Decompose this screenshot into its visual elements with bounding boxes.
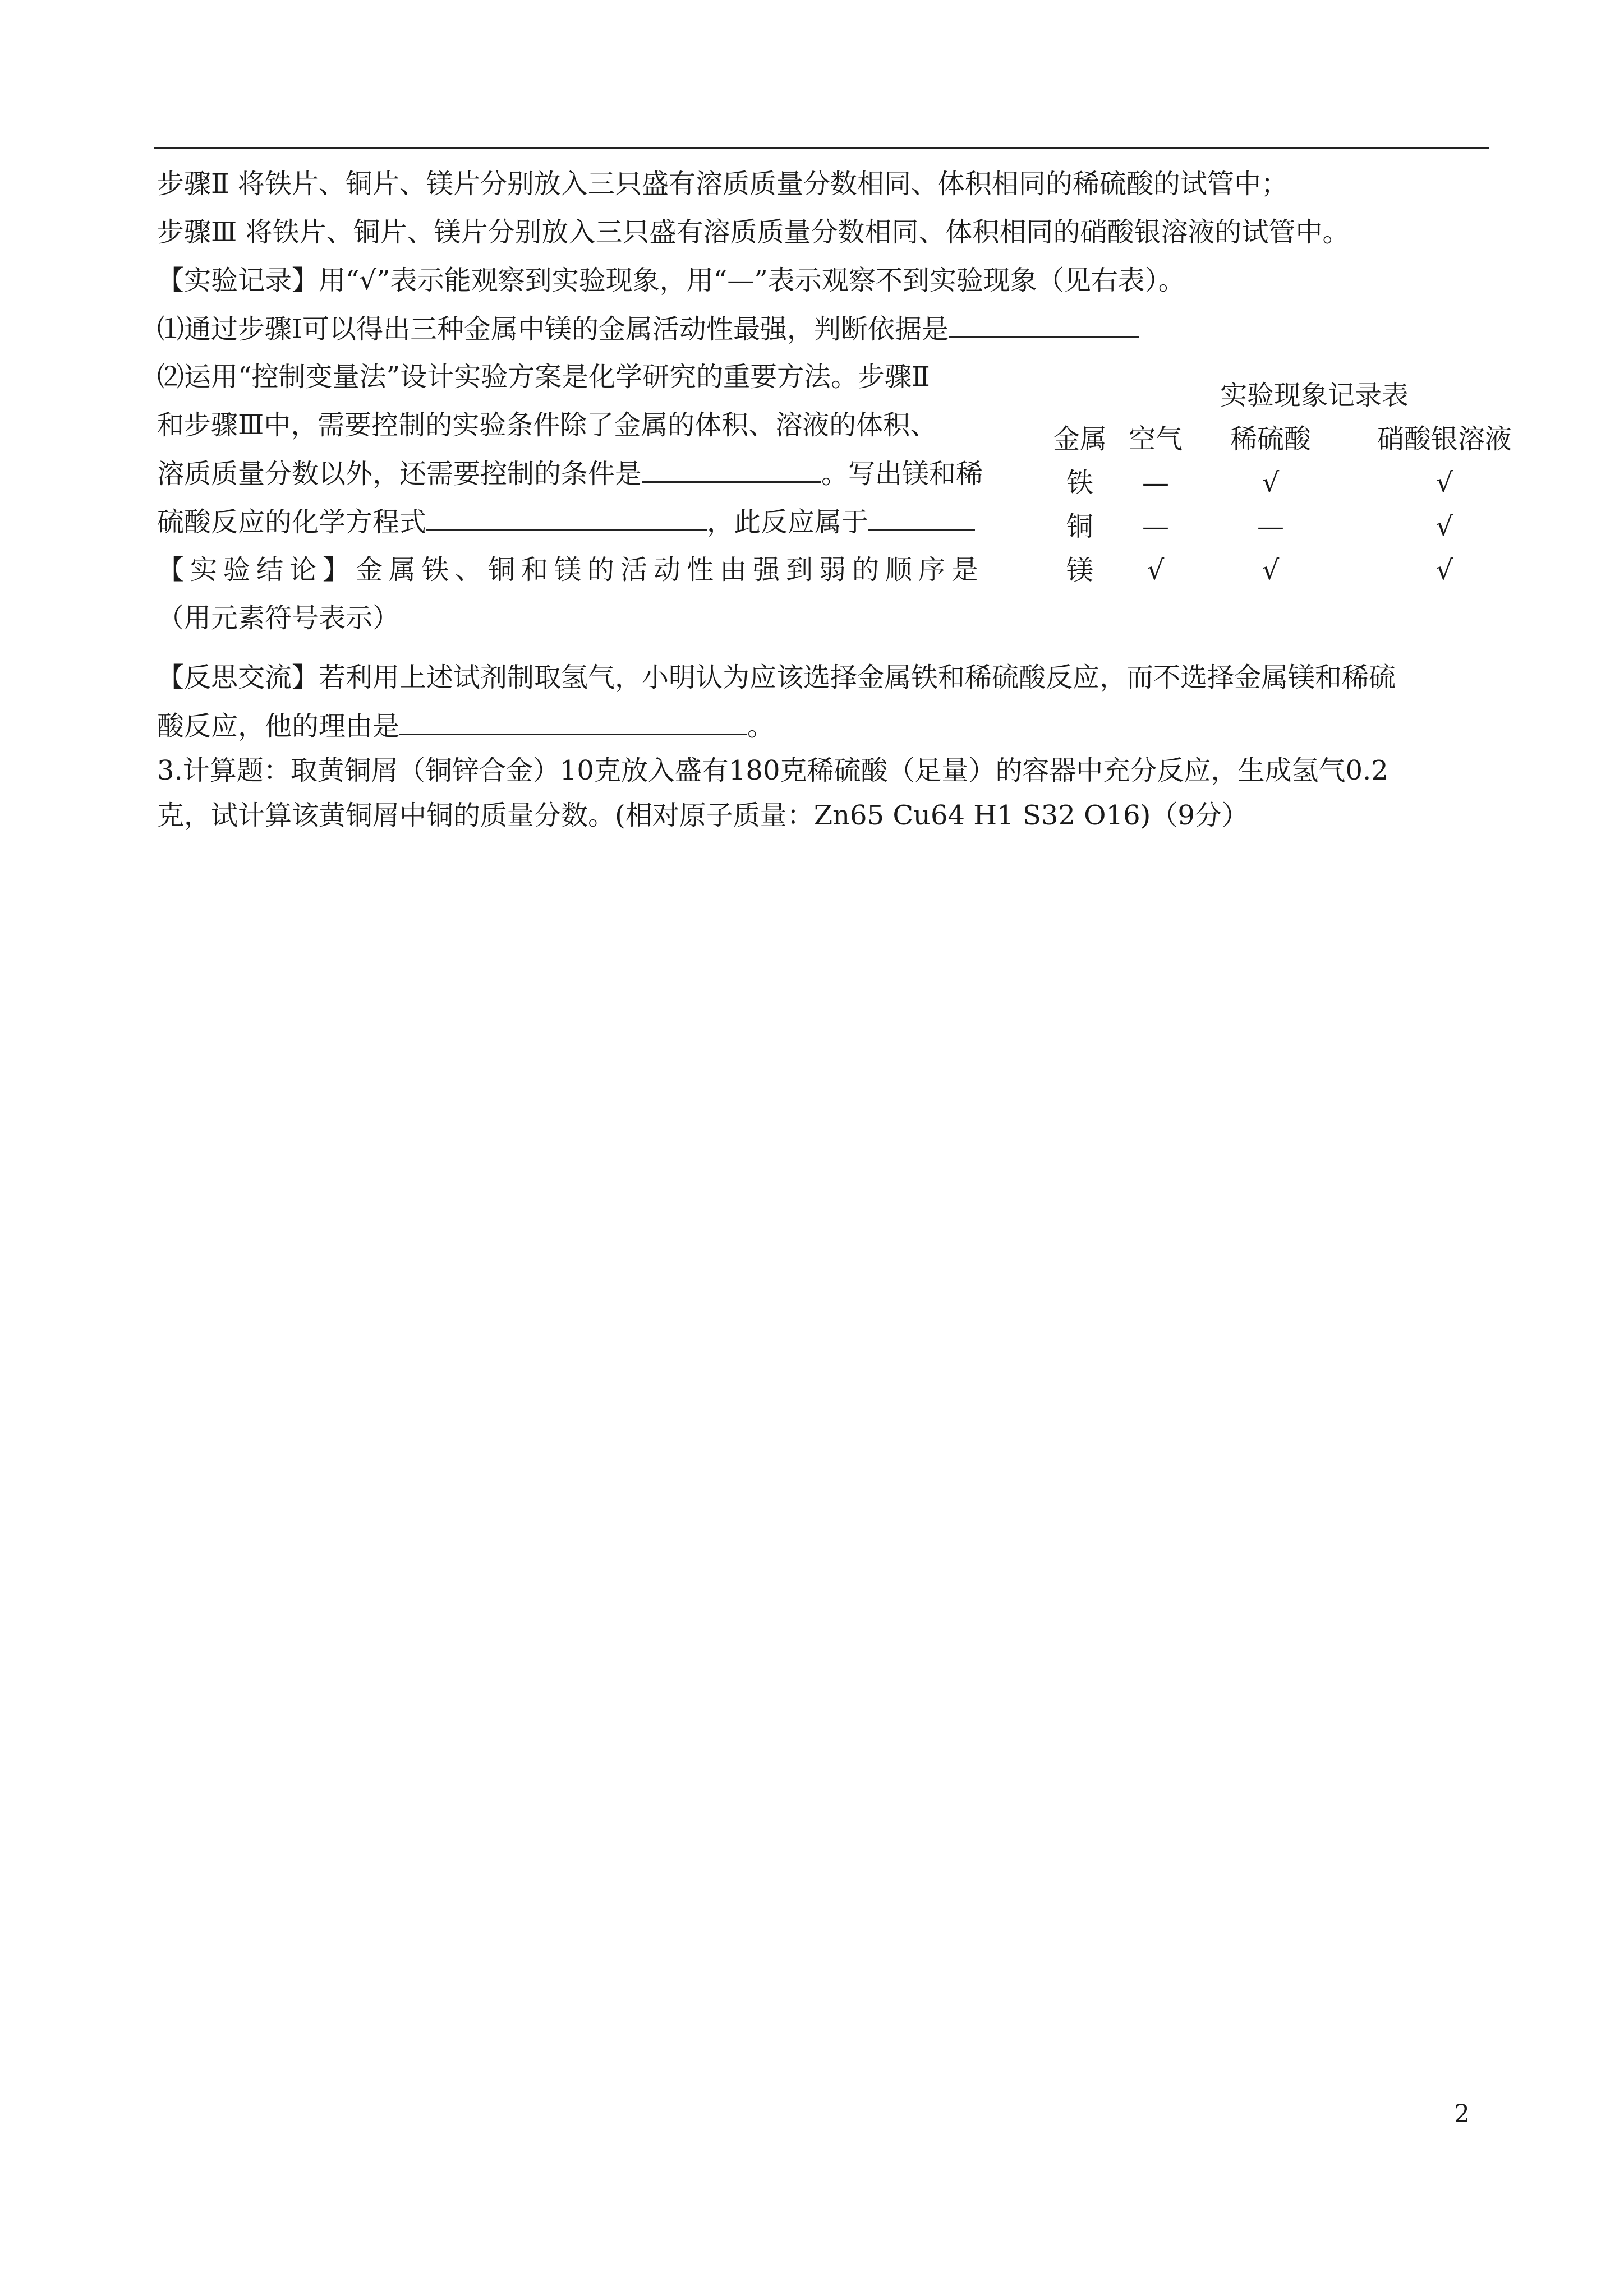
table-header-cell: 硝酸银溶液 xyxy=(1377,423,1512,455)
table-cell: √ xyxy=(1436,511,1453,542)
question-1 xyxy=(157,312,1139,346)
table-header-cell: 金属 xyxy=(1052,423,1107,455)
reflection-line-2-text-a: 酸反应，他的理由是 xyxy=(157,711,400,742)
table-cell: — xyxy=(1142,467,1169,499)
question-1-text: ⑴通过步骤Ⅰ可以得出三种金属中镁的金属活动性最强，判断依据是 xyxy=(157,313,949,345)
reflection-line-2-text-b: 。 xyxy=(747,711,775,742)
question-2-line-4 xyxy=(157,505,975,539)
answer-blank-equation[interactable] xyxy=(426,505,707,531)
table-cell: — xyxy=(1142,511,1169,542)
answer-blank-condition[interactable] xyxy=(642,457,821,483)
question-2-line-4-text-b: ，此反应属于 xyxy=(707,506,869,538)
answer-blank-1[interactable] xyxy=(949,312,1139,338)
answer-blank-reason[interactable] xyxy=(399,709,747,735)
table-cell: √ xyxy=(1436,467,1453,499)
question-2-line-3-text-a: 溶质质量分数以外，还需要控制的条件是 xyxy=(157,458,642,490)
question-2-line-4-text-a: 硫酸反应的化学方程式 xyxy=(157,506,427,538)
table-cell: 镁 xyxy=(1066,555,1093,586)
table-row xyxy=(1046,466,1540,510)
step-3-text: 步骤Ⅲ 将铁片、铜片、镁片分别放入三只盛有溶质质量分数相同、体积相同的硝酸银溶液的试管中。 xyxy=(157,216,1350,248)
table-row xyxy=(1046,554,1540,597)
table-cell: — xyxy=(1257,511,1284,542)
conclusion-text: 【实验结论】金属铁、铜和镁的活动性由强到弱的顺序是 xyxy=(157,554,985,585)
table-row xyxy=(1046,510,1540,554)
table-cell: √ xyxy=(1436,555,1453,586)
experiment-record-text: 【实验记录】用“√”表示能观察到实验现象，用“—”表示观察不到实验现象（见右表）。 xyxy=(157,265,1185,296)
calc-question-line-2: 克，试计算该黄铜屑中铜的质量分数。(相对原子质量：Zn65 Cu64 H1 S32 O16)（9分） xyxy=(157,800,1249,831)
table-header-cell: 稀硫酸 xyxy=(1230,423,1311,455)
reflection-line-2 xyxy=(157,709,774,743)
table-cell: 铁 xyxy=(1066,467,1093,499)
question-2-line-3-text-b: 。写出镁和稀 xyxy=(821,458,983,490)
table-header-row xyxy=(1046,422,1540,466)
table-cell: √ xyxy=(1262,467,1280,499)
calc-question-line-1: 3.计算题：取黄铜屑（铜锌合金）10克放入盛有180克稀硫酸（足量）的容器中充分反应，生成氢气0.2 xyxy=(157,755,1388,786)
question-2-line-2: 和步骤Ⅲ中，需要控制的实验条件除了金属的体积、溶液的体积、 xyxy=(157,409,937,441)
answer-blank-reaction-type[interactable] xyxy=(868,505,975,531)
table-caption: 实验现象记录表 xyxy=(1220,380,1409,411)
reflection-line-1: 【反思交流】若利用上述试剂制取氢气，小明认为应该选择金属铁和稀硫酸反应，而不选择金属镁和稀硫 xyxy=(157,662,1396,693)
table-cell: 铜 xyxy=(1066,511,1093,542)
question-2-line-1: ⑵运用“控制变量法”设计实验方案是化学研究的重要方法。步骤Ⅱ xyxy=(157,361,930,393)
table-cell: √ xyxy=(1147,555,1165,586)
conclusion-note: （用元素符号表示） xyxy=(157,602,400,634)
table-header-cell: 空气 xyxy=(1128,423,1183,455)
question-2-line-3 xyxy=(157,457,983,491)
page-number: 2 xyxy=(1454,2100,1470,2128)
step-2-text: 步骤Ⅱ 将铁片、铜片、镁片分别放入三只盛有溶质质量分数相同、体积相同的稀硫酸的试管中； xyxy=(157,168,1288,200)
header-rule xyxy=(154,147,1489,149)
table-cell: √ xyxy=(1262,555,1280,586)
